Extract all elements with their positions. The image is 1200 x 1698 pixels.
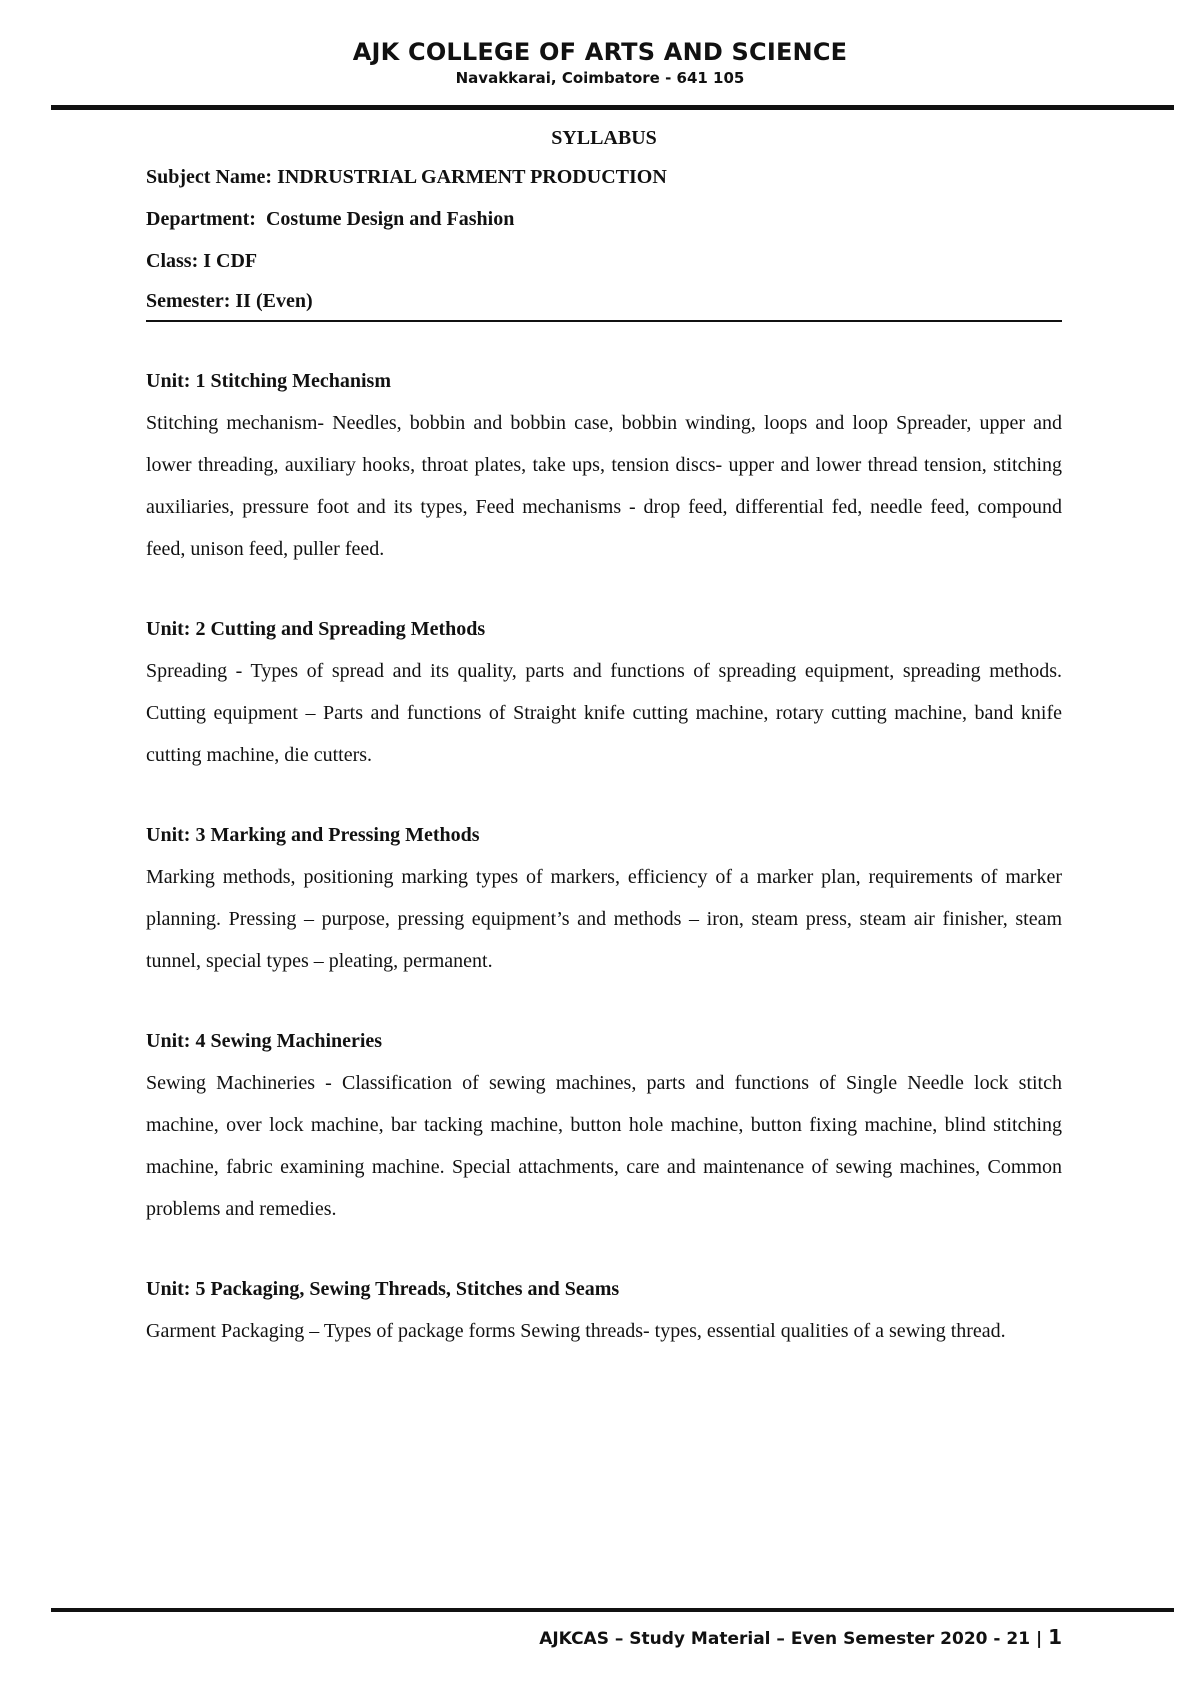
document-body bbox=[146, 120, 1062, 1352]
unit-section bbox=[146, 1268, 1062, 1352]
class-name: Class: I CDF bbox=[146, 250, 258, 272]
subject-name: Subject Name: INDRUSTRIAL GARMENT PRODUCTION bbox=[146, 166, 667, 188]
footer-rule bbox=[51, 1608, 1174, 1612]
department: Department: Costume Design and Fashion bbox=[146, 208, 515, 230]
unit-title: Unit: 4 Sewing Machineries bbox=[146, 1030, 383, 1052]
unit-section bbox=[146, 360, 1062, 570]
unit-title: Unit: 3 Marking and Pressing Methods bbox=[146, 824, 480, 846]
unit-body: Garment Packaging – Types of package forms Sewing threads- types, essential qualities of a sewing thread. bbox=[146, 1320, 1006, 1342]
unit-section bbox=[146, 608, 1062, 776]
unit-title: Unit: 1 Stitching Mechanism bbox=[146, 370, 391, 392]
header-rule bbox=[51, 105, 1174, 110]
unit-body: Stitching mechanism- Needles, bobbin and bobbin case, bobbin winding, loops and loop Spreader, upper and lower threading, auxiliary hooks, throat plates, take ups, tension discs- upper and lower thread tension, stitching auxiliaries, pressure foot and its types, Feed mechanisms - drop feed, differential fed, needle feed, compound feed, unison feed, puller feed. bbox=[146, 412, 1062, 560]
unit-section bbox=[146, 1020, 1062, 1230]
syllabus-title: SYLLABUS bbox=[551, 127, 657, 149]
college-name: AJK COLLEGE OF ARTS AND SCIENCE bbox=[352, 38, 848, 66]
unit-body: Marking methods, positioning marking types of markers, efficiency of a marker plan, requirements of marker planning. Pressing – purpose, pressing equipment’s and methods – iron, steam press, steam air finisher, steam tunnel, special types – pleating, permanent. bbox=[146, 866, 1062, 972]
unit-title: Unit: 2 Cutting and Spreading Methods bbox=[146, 618, 486, 640]
semester: Semester: II (Even) bbox=[146, 282, 1062, 322]
unit-body: Spreading - Types of spread and its quality, parts and functions of spreading equipment, spreading methods. Cutting equipment – Parts and functions of Straight knife cutting machine, rotary cutting machine, band knife cutting machine, die cutters. bbox=[146, 660, 1062, 766]
page-number: 1 bbox=[1048, 1625, 1062, 1649]
document-header bbox=[0, 36, 1200, 88]
unit-section bbox=[146, 814, 1062, 982]
college-address: Navakkarai, Coimbatore - 641 105 bbox=[455, 69, 745, 87]
unit-body: Sewing Machineries - Classification of sewing machines, parts and functions of Single Needle lock stitch machine, over lock machine, bar tacking machine, button hole machine, button fixing machine, blind stitching machine, fabric examining machine. Special attachments, care and maintenance of sewing machines, Common problems and remedies. bbox=[146, 1072, 1062, 1220]
page-footer bbox=[539, 1624, 1062, 1652]
unit-title: Unit: 5 Packaging, Sewing Threads, Stitches and Seams bbox=[146, 1278, 620, 1300]
footer-text: AJKCAS – Study Material – Even Semester 2020 - 21 | bbox=[539, 1629, 1049, 1649]
